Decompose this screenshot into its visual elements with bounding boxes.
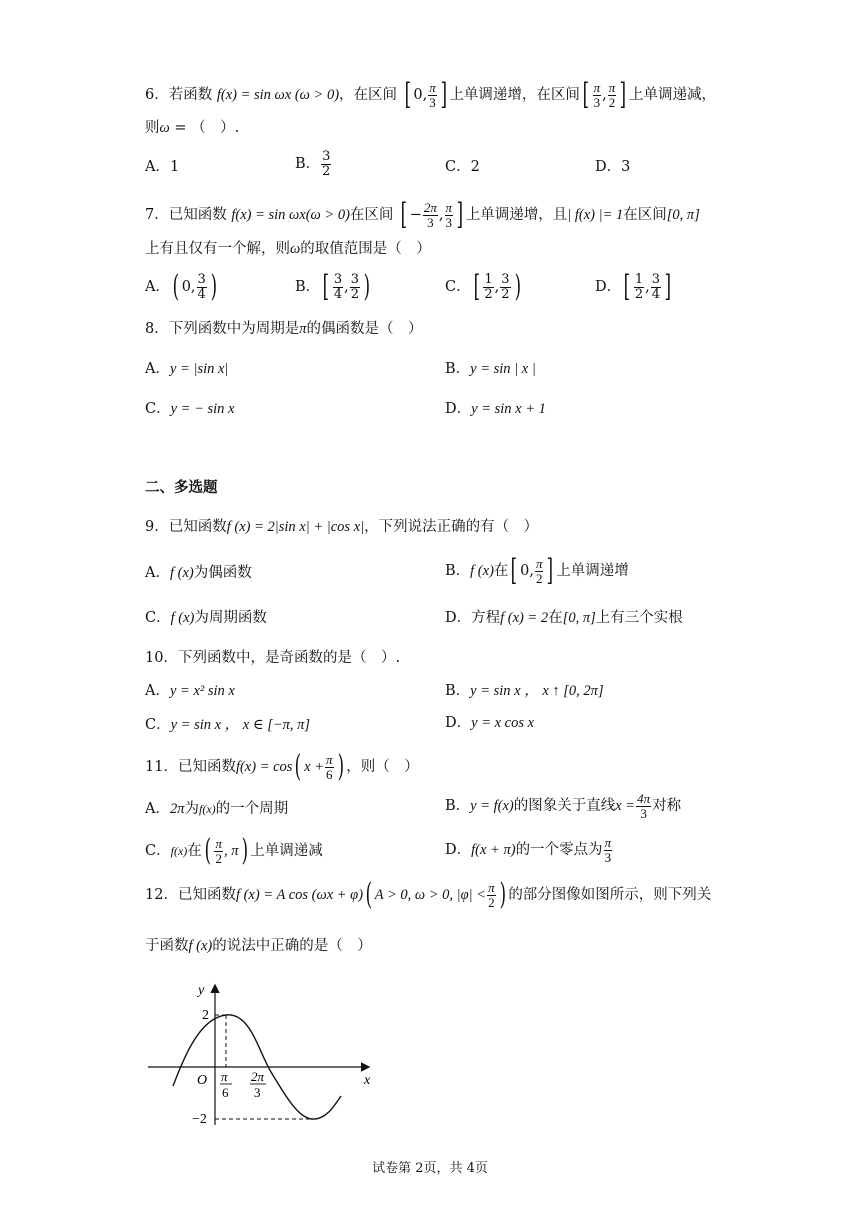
q6-option-a[interactable]: A．1 <box>145 159 180 175</box>
q8-option-c[interactable]: C．y = − sin x <box>145 401 235 417</box>
x-tick-2-den: 3 <box>254 1085 261 1100</box>
q10-option-b[interactable]: B．y = sin x ， x ↑ [0, 2π] <box>445 683 604 699</box>
q11-option-d[interactable]: D．f(x + π)的一个零点为 $\frac{\pi}{3}$ <box>445 835 612 865</box>
q6-stem-line2: 则ω = （ ）. <box>145 120 240 136</box>
q8-option-b[interactable]: B．y = sin | x | <box>445 361 536 377</box>
x-tick-1-num: π <box>221 1069 228 1084</box>
origin-label: O <box>197 1073 208 1088</box>
q8-option-a[interactable]: A．y = |sin x| <box>145 361 229 377</box>
q9-stem: 9．已知函数f (x) = 2|sin x| + |cos x|，下列说法正确的有（ ） <box>145 519 539 535</box>
q7-stem-line2: 上有且仅有一个解，则ω的取值范围是（ ） <box>145 241 431 257</box>
q11-option-b[interactable]: B．y = f(x)的图象关于直线x = $\frac{4\pi}{3}$ 对称 <box>445 791 682 821</box>
q11-stem: 11．已知函数f(x) = cos( x + $\frac{\pi}{6}$ ) ，则（ ） <box>145 749 419 784</box>
q10-option-c[interactable]: C．y = sin x ， x ∈ [−π, π] <box>145 717 311 733</box>
q10-option-d[interactable]: D．y = x cos x <box>445 715 535 731</box>
y-tick-bottom: −2 <box>192 1112 207 1127</box>
q9-option-a[interactable]: A．f (x)为偶函数 <box>145 565 252 581</box>
q11-option-a[interactable]: A．2π为f(x)的一个周期 <box>145 801 289 817</box>
q9-option-d[interactable]: D．方程f (x) = 2在[0, π]上有三个实根 <box>445 610 683 626</box>
q7-stem-line1: 7．已知函数 f(x) = sin ωx(ω > 0)在区间 [ − $\frac{2\pi}{3}$ , $\frac{\pi}{3}$ ] 上单调递增，且| f(x) |= 1在区间[0, π] <box>145 197 700 232</box>
y-tick-top: 2 <box>202 1008 209 1023</box>
x-tick-2-num: 2π <box>251 1069 265 1084</box>
q6-option-b[interactable]: B． $\frac{3}{2}$ <box>295 149 331 179</box>
x-axis-label: x <box>364 1073 371 1088</box>
q11-option-c[interactable]: C．f(x)在( $\frac{\pi}{2}$ , π) 上单调递减 <box>145 833 323 868</box>
q7-option-c[interactable]: C．[ $\frac{1}{2}$ , $\frac{3}{2}$ ) <box>445 269 521 304</box>
q8-stem: 8．下列函数中为周期是π的偶函数是（ ） <box>145 321 423 337</box>
q12-stem-line1: 12．已知函数f (x) = A cos (ωx + φ)( A > 0, ω > 0, |φ| < $\frac{\pi}{2}$ ) 的部分图像如图所示，则下列关 <box>145 877 712 912</box>
y-axis-label: y <box>198 983 205 998</box>
q6-stem-line1: 6．若函数 f(x) = sin ωx (ω > 0)，在区间 [ 0, $\frac{\pi}{3}$ ] 上单调递增，在区间[ $\frac{\pi}{3}$ , $\frac{\pi}{2}$ ] 上单调递减， <box>145 77 717 112</box>
q12-stem-line2: 于函数f (x)的说法中正确的是（ ） <box>145 938 372 954</box>
q7-option-a[interactable]: A．( 0, $\frac{3}{4}$ ) <box>145 269 217 304</box>
q7-option-d[interactable]: D．[ $\frac{1}{2}$ , $\frac{3}{4}$ ] <box>595 269 672 304</box>
q10-option-a[interactable]: A．y = x² sin x <box>145 683 235 699</box>
q6-option-d[interactable]: D．3 <box>595 159 631 175</box>
q6-option-c[interactable]: C．2 <box>445 159 480 175</box>
q8-option-d[interactable]: D．y = sin x + 1 <box>445 401 546 417</box>
x-tick-1-den: 6 <box>222 1085 229 1100</box>
section-heading: 二、多选题 <box>145 480 218 496</box>
q9-option-c[interactable]: C．f (x)为周期函数 <box>145 610 267 626</box>
q10-stem: 10．下列函数中，是奇函数的是（ ）. <box>145 650 401 666</box>
page-footer: 试卷第 2页，共 4页 <box>372 1161 488 1176</box>
q12-graph <box>140 980 380 1130</box>
q7-option-b[interactable]: B．[ $\frac{3}{4}$ , $\frac{3}{2}$ ) <box>295 269 371 304</box>
q9-option-b[interactable]: B．f (x)在[ 0, $\frac{\pi}{2}$ ] 上单调递增 <box>445 553 629 588</box>
